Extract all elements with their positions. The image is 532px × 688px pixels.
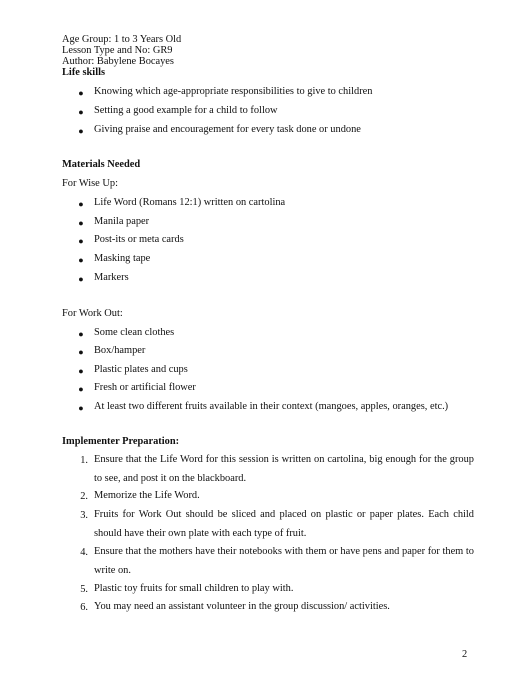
- wise-up-item: Masking tape: [94, 253, 151, 264]
- prep-item-text: Memorize the Life Word.: [94, 490, 200, 501]
- wise-up-item: Life Word (Romans 12:1) written on cartolina: [94, 197, 286, 208]
- work-out-item: Box/hamper: [94, 345, 146, 356]
- work-out-label: For Work Out:: [62, 308, 123, 319]
- bullet-icon: ●: [78, 274, 84, 284]
- prep-number: 5.: [80, 584, 88, 595]
- bullet-icon: ●: [78, 199, 84, 209]
- prep-number: 4.: [80, 547, 88, 558]
- bullet-icon: ●: [78, 107, 84, 117]
- life-skills-heading: Life skills: [62, 67, 106, 78]
- author-line: Author: Babylene Bocayes: [62, 56, 174, 67]
- page-number: 2: [462, 649, 468, 660]
- bullet-icon: ●: [78, 403, 84, 413]
- prep-item-text: Ensure that the Life Word for this session is written on cartolina, big enough for the group to see, and post it on the blackboard.: [94, 454, 474, 484]
- bullet-icon: ●: [78, 218, 84, 228]
- bullet-icon: ●: [78, 236, 84, 246]
- work-out-item: Plastic plates and cups: [94, 364, 188, 375]
- work-out-item: At least two different fruits available in their context (mangoes, apples, oranges, etc.): [94, 401, 449, 412]
- bullet-icon: ●: [78, 329, 84, 339]
- work-out-item: Some clean clothes: [94, 327, 175, 338]
- bullet-icon: ●: [78, 347, 84, 357]
- prep-number: 6.: [80, 602, 88, 613]
- life-skill-item: Knowing which age-appropriate responsibilities to give to children: [94, 86, 373, 97]
- bullet-icon: ●: [78, 366, 84, 376]
- wise-up-item: Post-its or meta cards: [94, 234, 184, 245]
- lesson-type-line: Lesson Type and No: GR9: [62, 45, 173, 56]
- work-out-item: Fresh or artificial flower: [94, 382, 196, 393]
- wise-up-label: For Wise Up:: [62, 178, 118, 189]
- prep-item-text: Plastic toy fruits for small children to play with.: [94, 583, 294, 594]
- bullet-icon: ●: [78, 384, 84, 394]
- prep-item-text: Ensure that the mothers have their notebooks with them or have pens and paper for them to write on.: [94, 546, 474, 576]
- prep-number: 1.: [80, 455, 88, 466]
- bullet-icon: ●: [78, 88, 84, 98]
- life-skill-item: Giving praise and encouragement for every task done or undone: [94, 124, 361, 135]
- bullet-icon: ●: [78, 255, 84, 265]
- life-skill-item: Setting a good example for a child to follow: [94, 105, 278, 116]
- bullet-icon: ●: [78, 126, 84, 136]
- prep-item-text: You may need an assistant volunteer in the group discussion/ activities.: [94, 601, 390, 612]
- wise-up-item: Manila paper: [94, 216, 150, 227]
- materials-heading: Materials Needed: [62, 159, 141, 170]
- prep-number: 3.: [80, 510, 88, 521]
- prep-number: 2.: [80, 491, 88, 502]
- age-group-line: Age Group: 1 to 3 Years Old: [62, 34, 182, 45]
- prep-item-text: Fruits for Work Out should be sliced and placed on plastic or paper plates. Each child should have their own plate with each type of fruit.: [94, 509, 474, 539]
- preparation-heading: Implementer Preparation:: [62, 436, 180, 447]
- wise-up-item: Markers: [94, 272, 129, 283]
